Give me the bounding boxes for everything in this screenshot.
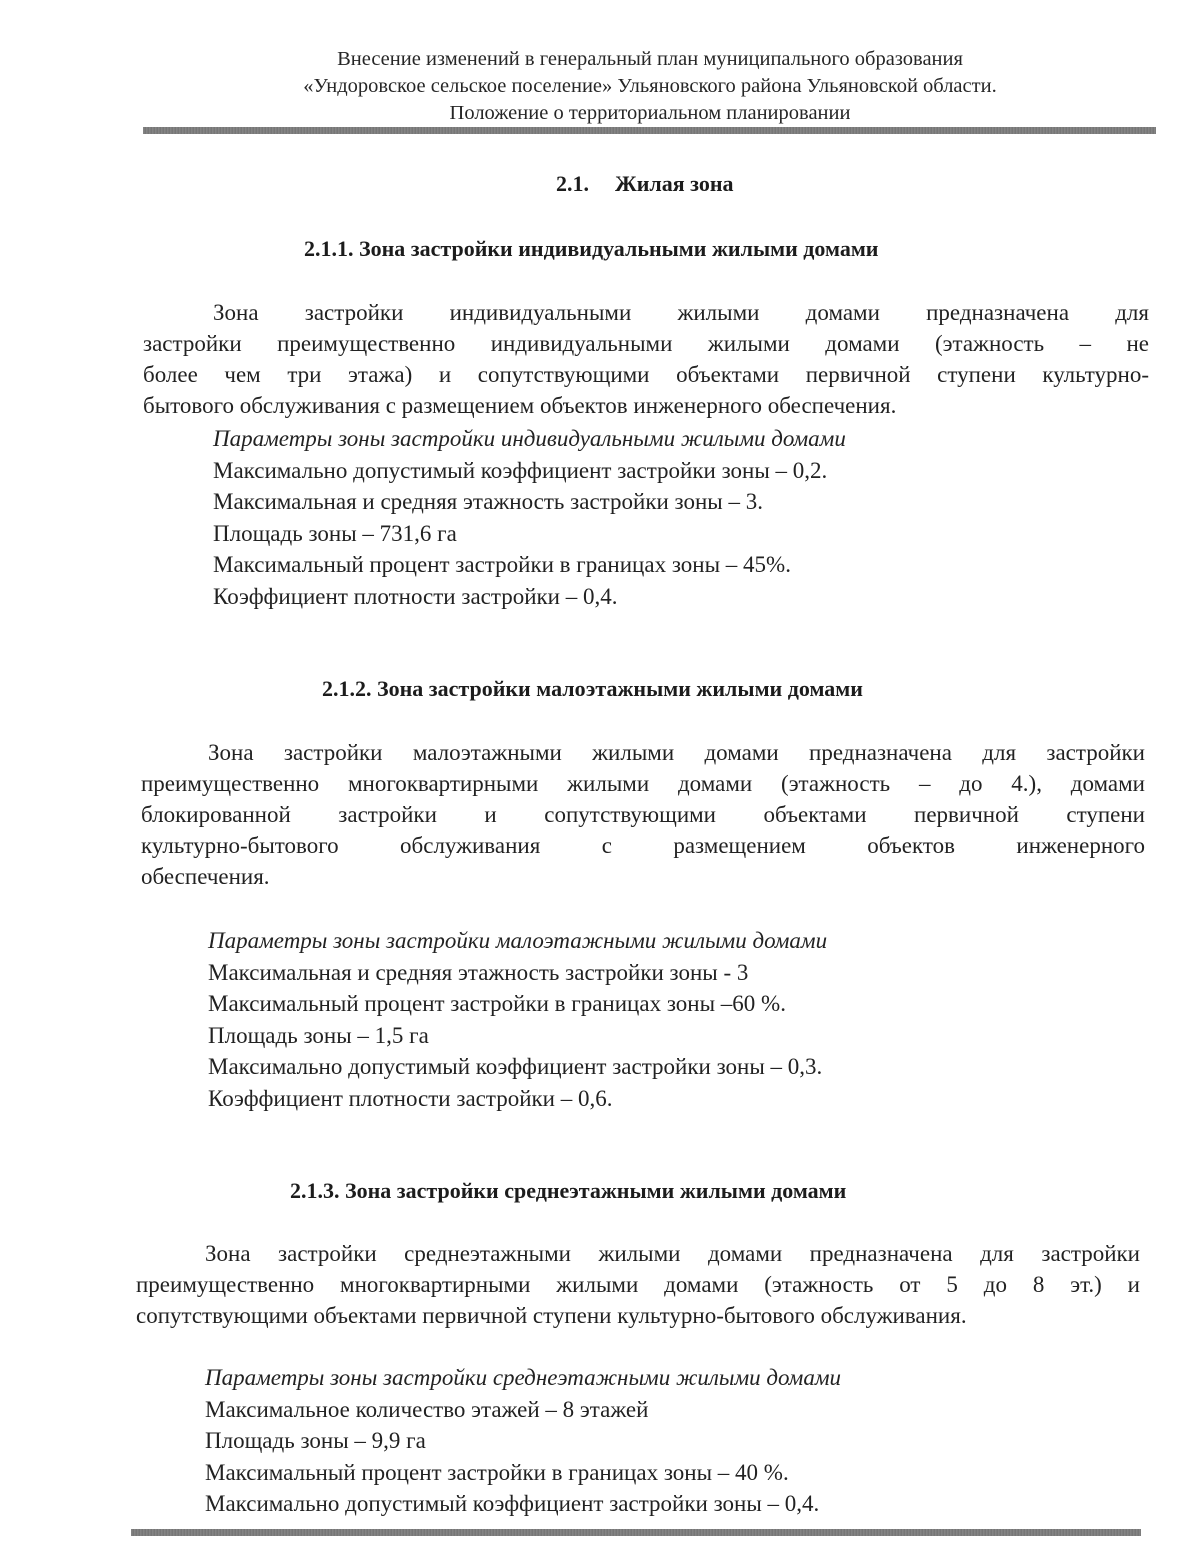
zone2-paragraph: [141, 737, 1145, 892]
zone2-heading: 2.1.2. Зона застройки малоэтажными жилыми домами: [322, 676, 863, 701]
parameters-caption: Параметры зоны застройки среднеэтажными жилыми домами: [205, 1365, 842, 1390]
zone3-heading: 2.1.3. Зона застройки среднеэтажными жилыми домами: [290, 1178, 847, 1203]
zone3-paragraph: [136, 1238, 1140, 1331]
paragraph-line: преимущественно многоквартирными жилыми домами (этажность от 5 до 8 эт.) и: [136, 1272, 1140, 1297]
header-line-3: Положение о территориальном планировании: [449, 102, 851, 124]
parameter-item: Максимальная и средняя этажность застройки зоны - 3: [208, 959, 749, 985]
header-divider: [143, 127, 1156, 134]
paragraph-line: культурно-бытового обслуживания с размещением объектов инженерного: [141, 833, 1145, 858]
parameter-item: Максимальное количество этажей – 8 этажей: [205, 1396, 649, 1422]
zone1-paragraph: [143, 297, 1149, 421]
parameter-item: Максимальный процент застройки в границах зоны – 45%.: [213, 552, 791, 577]
section-number: 2.1.: [556, 171, 589, 196]
paragraph-line: застройки преимущественно индивидуальными жилыми домами (этажность – не: [143, 331, 1149, 356]
zone1-heading: 2.1.1. Зона застройки индивидуальными жилыми домами: [304, 236, 879, 261]
parameter-item: Максимально допустимый коэффициент застройки зоны – 0,3.: [208, 1054, 823, 1079]
paragraph-line: преимущественно многоквартирными жилыми домами (этажность – до 4.), домами: [141, 771, 1145, 796]
paragraph-line: более чем три этажа) и сопутствующими объектами первичной ступени культурно-: [143, 362, 1149, 387]
parameter-item: Максимальная и средняя этажность застройки зоны – 3.: [213, 489, 764, 514]
paragraph-line: Зона застройки малоэтажными жилыми домами предназначена для застройки: [208, 740, 1145, 765]
section-title: Жилая зона: [615, 171, 734, 196]
document-header: [140, 46, 1160, 127]
parameter-item: Площадь зоны – 1,5 га: [208, 1022, 429, 1048]
paragraph-line: обеспечения.: [141, 864, 270, 889]
paragraph-line: Зона застройки индивидуальными жилыми домами предназначена для: [213, 300, 1149, 325]
footer-divider: [131, 1529, 1141, 1536]
paragraph-line: блокированной застройки и сопутствующими объектами первичной ступени: [141, 802, 1145, 827]
header-line-2: «Ундоровское сельское поселение» Ульяновского района Ульяновской области.: [303, 75, 997, 97]
zone2-parameters: [208, 925, 827, 1114]
parameters-caption: Параметры зоны застройки малоэтажными жилыми домами: [208, 928, 828, 953]
parameter-item: Максимально допустимый коэффициент застройки зоны – 0,2.: [213, 457, 828, 483]
parameter-item: Площадь зоны – 9,9 га: [205, 1428, 426, 1453]
header-line-1: Внесение изменений в генеральный план муниципального образования: [337, 48, 963, 70]
paragraph-line: бытового обслуживания с размещением объектов инженерного обеспечения.: [143, 393, 897, 418]
paragraph-line: Зона застройки среднеэтажными жилыми домами предназначена для застройки: [205, 1241, 1140, 1266]
section-heading: [556, 171, 734, 197]
zone3-parameters: [205, 1362, 841, 1520]
paragraph-line: сопутствующими объектами первичной ступени культурно-бытового обслуживания.: [136, 1303, 967, 1328]
parameter-item: Коэффициент плотности застройки – 0,4.: [213, 583, 618, 609]
parameters-caption: Параметры зоны застройки индивидуальными жилыми домами: [213, 426, 846, 451]
parameter-item: Максимальный процент застройки в границах зоны – 40 %.: [205, 1459, 789, 1485]
parameter-item: Максимальный процент застройки в границах зоны –60 %.: [208, 991, 786, 1016]
parameter-item: Максимально допустимый коэффициент застройки зоны – 0,4.: [205, 1491, 820, 1516]
parameter-item: Площадь зоны – 731,6 га: [213, 520, 457, 546]
parameter-item: Коэффициент плотности застройки – 0,6.: [208, 1085, 613, 1111]
zone1-parameters: [213, 423, 846, 612]
